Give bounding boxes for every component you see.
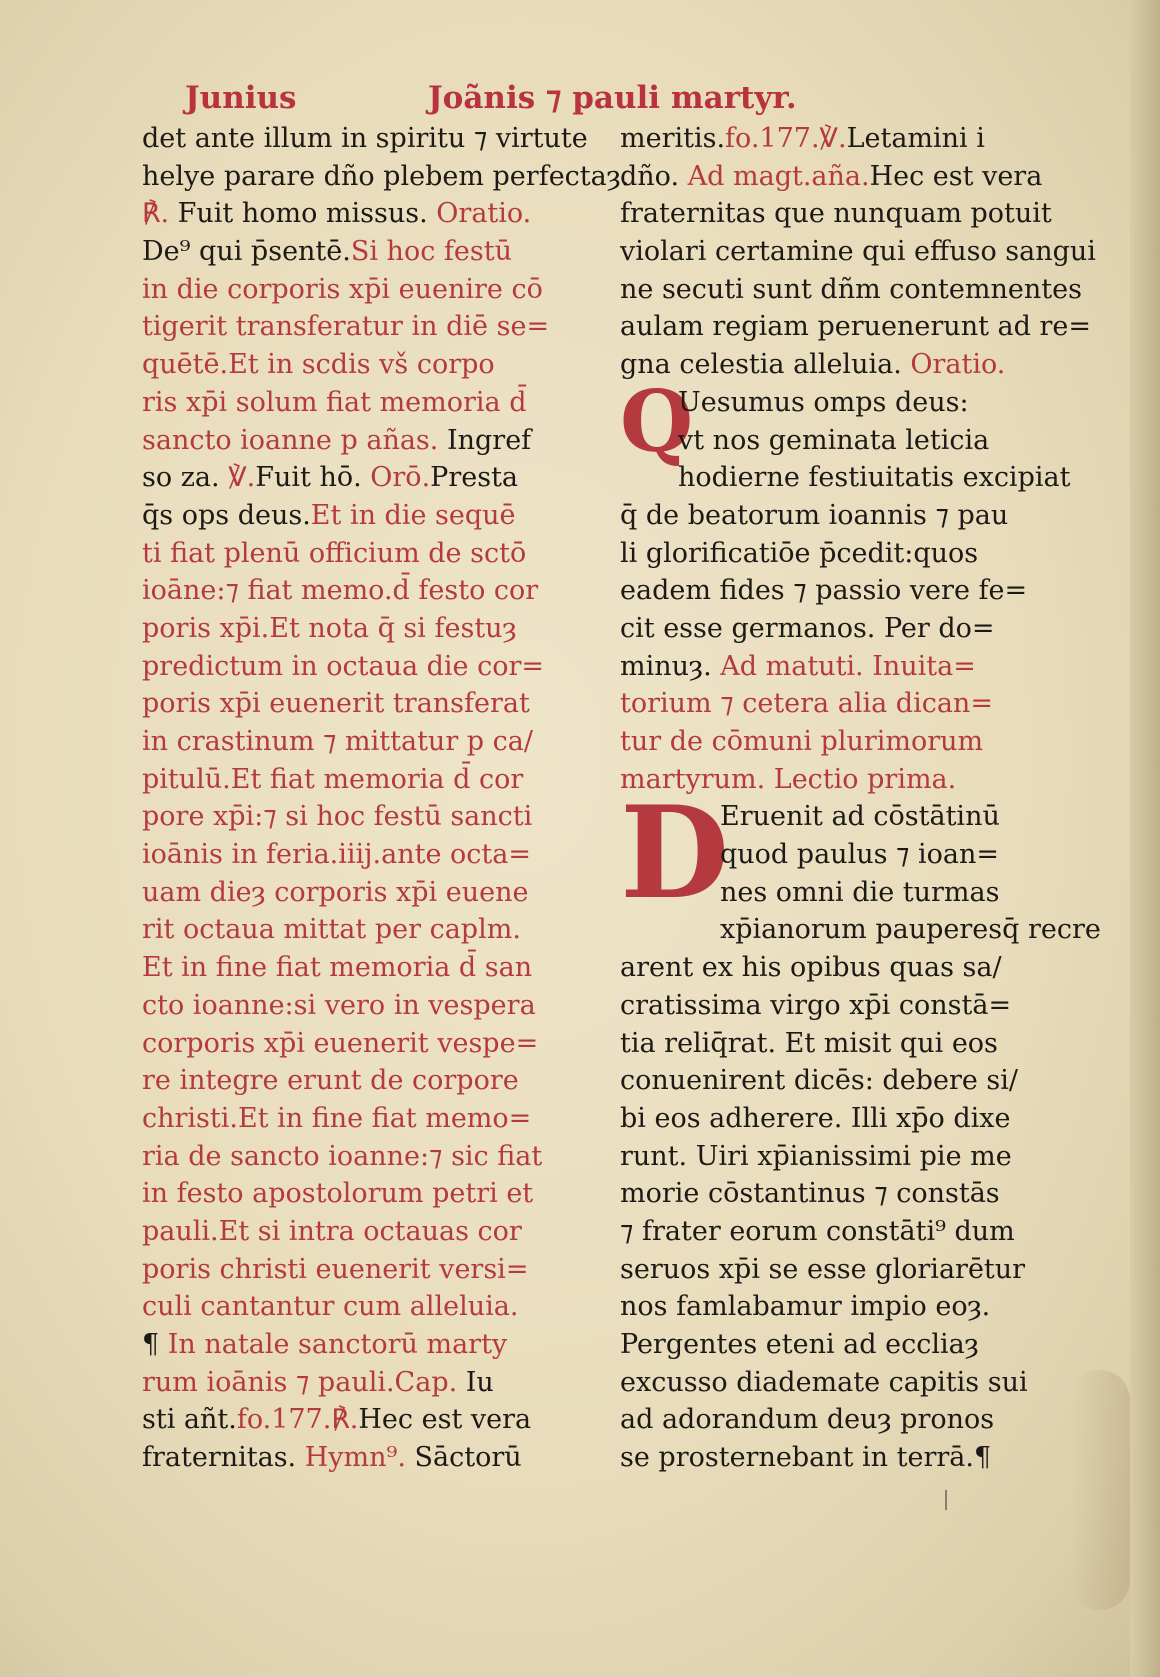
body-text: Pergentes eteni ad eccliaȝ bbox=[620, 1329, 979, 1360]
rubric-text: in crastinum ⁊ mittatur p ca/ bbox=[142, 726, 533, 757]
body-text: hodierne festiuitatis excipiat bbox=[678, 462, 1071, 494]
body-text: Hec est vera bbox=[869, 160, 1043, 192]
body-text: violari certamine qui effuso sangui bbox=[620, 236, 1096, 268]
rubric-text: corporis xp̄i euenerit vespe= bbox=[142, 1027, 539, 1059]
text-line bbox=[142, 497, 602, 535]
body-text: vt nos geminata leticia bbox=[678, 424, 990, 456]
body-text: ne secuti sunt dñm contemnentes bbox=[620, 273, 1082, 305]
body-text: li glorificatiōe p̄cedit:quos bbox=[620, 537, 979, 569]
right-column-bottom-lines bbox=[620, 911, 1101, 1476]
body-text: bi eos adherere. Illi xp̄o dixe bbox=[620, 1102, 1011, 1134]
body-text: seruos xp̄i se esse gloriarētur bbox=[620, 1253, 1026, 1285]
body-text: q̄s ops deus. bbox=[142, 499, 311, 531]
rubric-text: poris xp̄i.Et nota q̄ si festuȝ bbox=[142, 612, 517, 644]
rubric-text: christi.Et in fine fiat memo= bbox=[142, 1102, 532, 1134]
body-text: so za. bbox=[142, 462, 229, 494]
text-line bbox=[620, 535, 1070, 573]
body-text: eadem fides ⁊ passio vere fe= bbox=[620, 575, 1028, 607]
page-stain bbox=[1070, 1370, 1130, 1610]
rubric-text: Et in fine fiat memoria d̄ san bbox=[142, 952, 533, 984]
text-line bbox=[620, 1213, 1070, 1251]
text-line bbox=[620, 271, 1082, 309]
body-text: dño. bbox=[620, 160, 688, 192]
text-line bbox=[620, 949, 1070, 987]
body-text: det ante illum in spiritu ⁊ virtute bbox=[142, 123, 588, 154]
text-line bbox=[142, 1288, 602, 1326]
text-line bbox=[620, 120, 1070, 158]
body-text: nes omni die turmas bbox=[720, 876, 1000, 908]
text-line bbox=[142, 610, 602, 648]
text-line bbox=[620, 610, 1070, 648]
right-column bbox=[620, 120, 1101, 1477]
ink-mark bbox=[945, 1490, 947, 1510]
body-text: Fuit hō. bbox=[255, 462, 371, 494]
text-line bbox=[620, 1251, 1070, 1289]
text-line bbox=[142, 459, 602, 497]
rubric-text: ti fiat plenū officium de sctō bbox=[142, 537, 527, 569]
rubric-text: ℟. bbox=[142, 198, 178, 230]
rubric-text: ioānis in feria.iiij.ante octa= bbox=[142, 839, 531, 871]
left-column bbox=[142, 120, 630, 1477]
rubric-text: rit octaua mittat per caplm. bbox=[142, 914, 521, 946]
text-line bbox=[142, 120, 602, 158]
body-text: Presta bbox=[430, 462, 519, 494]
body-text: Uesumus omps deus: bbox=[678, 386, 969, 418]
rubric-text: pore xp̄i:⁊ si hoc festū sancti bbox=[142, 801, 533, 833]
rubric-text: predictum in octaua die cor= bbox=[142, 650, 545, 682]
rubric-text: In natale sanctorū marty bbox=[167, 1329, 508, 1360]
rubric-text: Ad matuti. Inuita= bbox=[720, 650, 976, 682]
initial-d: D bbox=[620, 779, 730, 928]
header-month: Junius bbox=[185, 80, 297, 116]
initial-q: Q bbox=[620, 371, 694, 471]
text-line bbox=[142, 158, 630, 196]
rubric-text: fo.177. bbox=[236, 1404, 332, 1436]
text-line bbox=[142, 1025, 602, 1063]
rubric-text: Orō. bbox=[370, 462, 431, 494]
rubric-text: tigerit transferatur in diē se= bbox=[142, 311, 550, 343]
text-line bbox=[142, 195, 602, 233]
text-line bbox=[620, 233, 1096, 271]
rubric-text: rum ioānis ⁊ pauli.Cap. bbox=[142, 1366, 466, 1398]
rubric-text: tur de cōmuni plurimorum bbox=[620, 726, 984, 757]
rubric-text: torium ⁊ cetera alia dican= bbox=[620, 688, 993, 720]
body-text: nos famlabamur impio eoȝ. bbox=[620, 1291, 991, 1323]
rubric-text: Ad magt.aña. bbox=[687, 160, 870, 192]
page-edge bbox=[1130, 0, 1160, 1677]
text-line bbox=[620, 572, 1070, 610]
text-line bbox=[620, 1100, 1070, 1138]
text-line bbox=[142, 723, 602, 761]
text-line bbox=[620, 1138, 1070, 1176]
text-line bbox=[620, 1288, 1070, 1326]
text-line bbox=[620, 1364, 1070, 1402]
text-line bbox=[142, 836, 602, 874]
text-line bbox=[142, 1439, 602, 1477]
rubric-text: Oratio. bbox=[436, 198, 532, 230]
body-text: arent ex his opibus quas sa/ bbox=[620, 952, 1002, 984]
rubric-text: quētē.Et in scdis vš corpo bbox=[142, 349, 495, 381]
text-line bbox=[620, 987, 1070, 1025]
body-text: tia reliq̄rat. Et misit qui eos bbox=[620, 1027, 998, 1059]
text-line bbox=[620, 308, 1091, 346]
body-text: se prosternebant in terrā. bbox=[620, 1442, 974, 1474]
body-text: helye parare dño plebem perfectaȝ. bbox=[142, 160, 630, 192]
body-text: excusso diademate capitis sui bbox=[620, 1366, 1028, 1398]
body-text: ¶ bbox=[973, 1442, 992, 1474]
body-text: Fuit homo missus. bbox=[177, 198, 437, 230]
text-line bbox=[142, 1138, 602, 1176]
body-text: ad adorandum deuȝ pronos bbox=[620, 1404, 995, 1436]
text-line bbox=[142, 1062, 602, 1100]
text-line bbox=[142, 648, 602, 686]
rubric-text: Hymn⁹. bbox=[304, 1442, 415, 1474]
body-text: ¶ bbox=[142, 1329, 168, 1360]
text-line bbox=[620, 1439, 1070, 1477]
text-line bbox=[142, 761, 602, 799]
text-line bbox=[142, 1100, 602, 1138]
body-text: cratissima virgo xp̄i constā= bbox=[620, 989, 1012, 1021]
rubric-text: in die corporis xp̄i euenire cō bbox=[142, 273, 543, 305]
q-lines bbox=[620, 384, 1070, 459]
rubric-text: poris christi euenerit versi= bbox=[142, 1253, 529, 1285]
body-text: fraternitas que nunquam potuit bbox=[620, 198, 1052, 230]
q-initial-block bbox=[620, 371, 1070, 471]
rubric-text: Oratio. bbox=[910, 349, 1006, 381]
text-line bbox=[620, 422, 1070, 460]
body-text: minuȝ. bbox=[620, 650, 721, 682]
text-line bbox=[142, 949, 602, 987]
text-line bbox=[142, 572, 602, 610]
text-line bbox=[142, 798, 602, 836]
body-text: xp̄ianorum pauperesq̄ recre bbox=[720, 914, 1101, 946]
rubric-text: ℣. bbox=[228, 462, 256, 494]
text-line bbox=[142, 685, 602, 723]
body-text: q̄ de beatorum ioannis ⁊ pau bbox=[620, 499, 1009, 531]
body-text: Iu bbox=[465, 1366, 494, 1398]
rubric-text: cto ioanne:si vero in vespera bbox=[142, 989, 536, 1021]
text-line bbox=[142, 1251, 602, 1289]
body-text: fraternitas. bbox=[142, 1442, 305, 1474]
text-line bbox=[142, 1175, 602, 1213]
rubric-text: culi cantantur cum alleluia. bbox=[142, 1291, 519, 1323]
rubric-text: Et in die sequē bbox=[310, 499, 516, 531]
body-text: ⁊ frater eorum constāti⁹ dum bbox=[620, 1215, 1015, 1247]
body-text: sti añt. bbox=[142, 1404, 237, 1436]
rubric-text: ria de sancto ioanne:⁊ sic fiat bbox=[142, 1140, 543, 1172]
right-column-middle-lines bbox=[620, 459, 1070, 798]
text-line bbox=[620, 1062, 1070, 1100]
body-text: quod paulus ⁊ ioan= bbox=[720, 839, 1000, 871]
body-text: Hec est vera bbox=[358, 1404, 532, 1436]
body-text: Sāctorū bbox=[414, 1442, 522, 1474]
text-line bbox=[620, 1326, 1070, 1364]
text-line bbox=[620, 761, 1070, 799]
text-line bbox=[620, 723, 1070, 761]
text-line bbox=[142, 233, 602, 271]
text-line bbox=[620, 384, 1070, 422]
body-text: runt. Uiri xp̄ianissimi pie me bbox=[620, 1140, 1012, 1172]
rubric-text: fo.177.℣. bbox=[725, 123, 847, 154]
text-line bbox=[620, 346, 1070, 384]
text-line bbox=[620, 685, 1070, 723]
text-line bbox=[142, 1326, 602, 1364]
text-line bbox=[620, 195, 1070, 233]
text-line bbox=[142, 911, 602, 949]
text-line bbox=[142, 1401, 602, 1439]
body-text: meritis. bbox=[620, 123, 726, 154]
text-line bbox=[142, 346, 602, 384]
rubric-text: Si hoc festū bbox=[350, 236, 512, 268]
text-line bbox=[142, 271, 602, 309]
text-line bbox=[142, 1213, 602, 1251]
body-text: gna celestia alleluia. bbox=[620, 349, 911, 381]
text-line bbox=[142, 1364, 602, 1402]
text-line bbox=[142, 987, 602, 1025]
body-text: Eruenit ad cōstātinū bbox=[720, 801, 1000, 833]
rubric-text: in festo apostolorum petri et bbox=[142, 1178, 534, 1210]
rubric-text: re integre erunt de corpore bbox=[142, 1065, 519, 1097]
body-text: Ingref bbox=[446, 424, 532, 456]
rubric-text: ris xp̄i solum fiat memoria d̄ bbox=[142, 386, 527, 418]
body-text: aulam regiam peruenerunt ad re= bbox=[620, 311, 1091, 343]
right-column-top-lines bbox=[620, 120, 1096, 384]
rubric-text: poris xp̄i euenerit transferat bbox=[142, 688, 530, 720]
text-line bbox=[620, 497, 1070, 535]
text-line bbox=[620, 1401, 1070, 1439]
text-line bbox=[142, 874, 602, 912]
text-line bbox=[142, 422, 602, 460]
text-line bbox=[620, 158, 1070, 196]
running-head bbox=[185, 80, 945, 124]
body-text: cit esse germanos. Per do= bbox=[620, 612, 995, 644]
rubric-text: pitulū.Et fiat memoria d̄ cor bbox=[142, 763, 524, 795]
body-text: morie cōstantinus ⁊ constās bbox=[620, 1178, 1000, 1210]
rubric-text: martyrum. Lectio prima. bbox=[620, 763, 957, 795]
header-feast: Joãnis ⁊ pauli martyr. bbox=[428, 80, 797, 116]
rubric-text: ℟. bbox=[331, 1404, 359, 1436]
body-text: Letamini i bbox=[846, 123, 985, 154]
body-text: conuenirent dicēs: debere si/ bbox=[620, 1065, 1018, 1097]
rubric-text: sancto ioanne p añas. bbox=[142, 424, 447, 456]
text-line bbox=[142, 384, 602, 422]
text-line bbox=[142, 535, 602, 573]
text-line bbox=[620, 1025, 1070, 1063]
body-text: De⁹ qui p̄sentē. bbox=[142, 236, 351, 268]
text-line bbox=[620, 648, 1070, 686]
rubric-text: pauli.Et si intra octauas cor bbox=[142, 1215, 522, 1247]
text-line bbox=[620, 459, 1070, 497]
text-line bbox=[142, 308, 602, 346]
rubric-text: ioāne:⁊ fiat memo.d̄ festo cor bbox=[142, 575, 539, 607]
rubric-text: uam dieȝ corporis xp̄i euene bbox=[142, 876, 529, 908]
text-line bbox=[620, 1175, 1070, 1213]
